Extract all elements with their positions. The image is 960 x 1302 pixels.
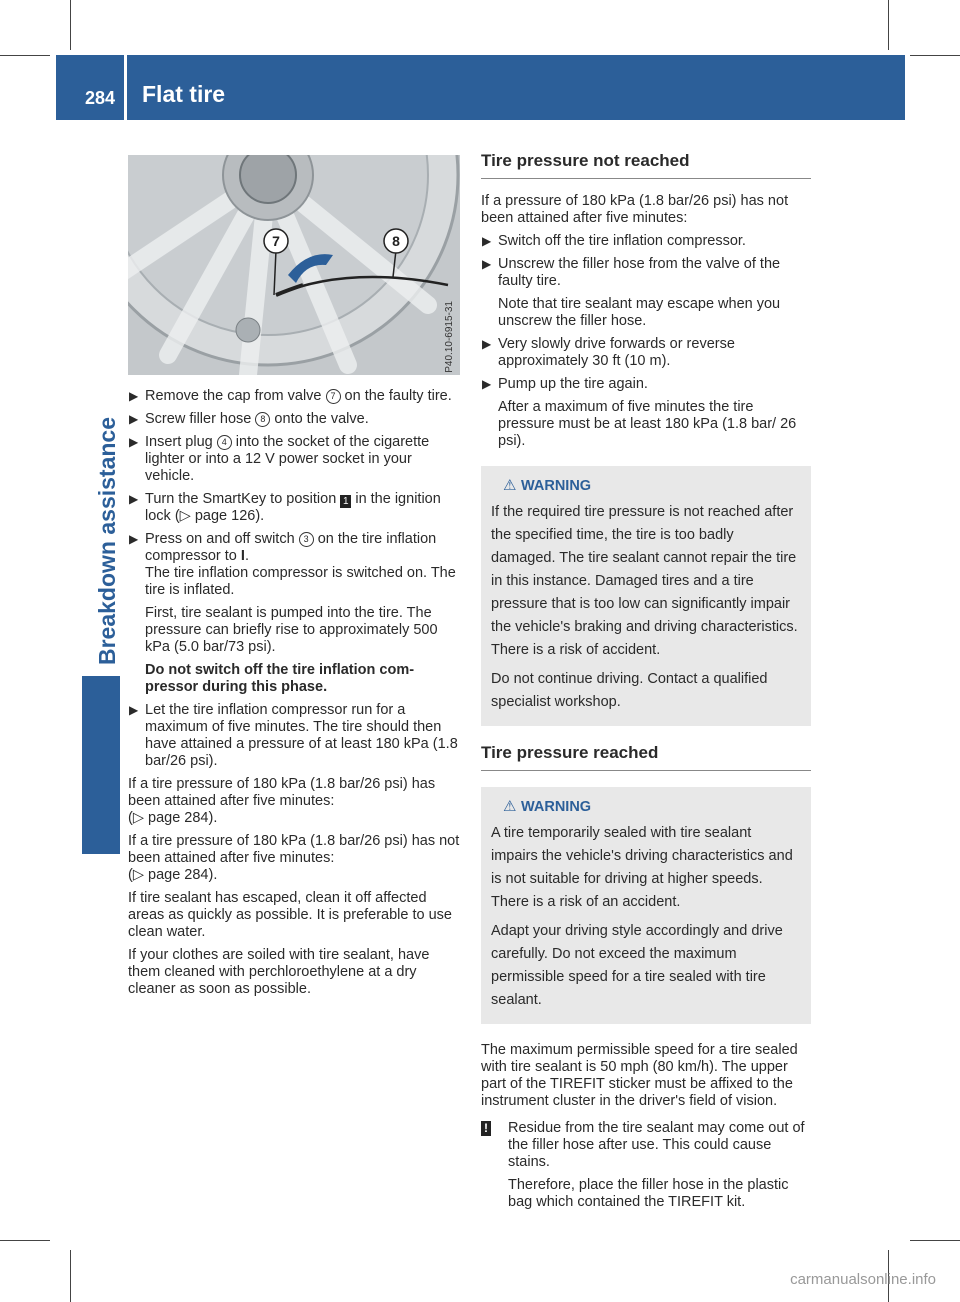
header-divider (124, 55, 127, 120)
warning-header: ⚠ WARNING (503, 477, 592, 494)
warning-triangle-icon: ⚠ (503, 477, 517, 494)
exclamation-icon: ! (481, 1121, 491, 1136)
step-press-switch: ▶ Press on and off switch 3 on the tire inflation compressor to I. The tire inflation compressor is switched on. The tire is inflated. First, tire sealant is pumped into the tire. The pressure can briefly rise to approximately 500 kPa (5.0 bar/73 psi). Do not switch off the tire inflation compressor during this phase. (129, 531, 456, 695)
step-arrow-icon: ▶ (129, 435, 139, 449)
step-arrow-icon: ▶ (482, 257, 492, 271)
left-column (128, 388, 461, 1004)
section-title: Tire pressure not reached (481, 152, 811, 179)
crop-mark (70, 1250, 71, 1302)
right-column (481, 152, 811, 1217)
page-ref-link[interactable]: (▷ page 284). (128, 810, 218, 826)
crop-mark (888, 0, 889, 50)
crop-mark (910, 55, 960, 56)
paragraph: If tire sealant has escaped, clean it off affected areas as quickly as possible. It is preferable to use clean water. (128, 890, 452, 940)
page-ref-link[interactable]: page 126). (190, 508, 265, 524)
callout-icon: 4 (217, 435, 232, 450)
step-arrow-icon: ▶ (482, 337, 492, 351)
step-screw-hose: ▶ Screw filler hose 8 onto the valve. (129, 411, 369, 427)
callout-8: 8 (392, 233, 400, 249)
paragraph: If a tire pressure of 180 kPa (1.8 bar/26 psi) has been attained after five minutes: (▷ page 284). (128, 776, 436, 826)
warning-text: Adapt your driving style accordingly and drive carefully. Do not exceed the maximum permissible speed for a tire sealed with tire sealant. (491, 923, 783, 1008)
step-arrow-icon: ▶ (129, 703, 139, 717)
callout-icon: 3 (299, 532, 314, 547)
step-arrow-icon: ▶ (129, 532, 139, 546)
page-ref-link[interactable]: (▷ page 284). (128, 867, 218, 883)
step-arrow-icon: ▶ (129, 492, 139, 506)
figure-code: P40.10-6915-31 (444, 301, 455, 373)
step-drive-slowly: ▶ Very slowly drive forwards or reverse approximately 30 ft (10 m). (482, 336, 735, 369)
side-tab-block (82, 676, 120, 854)
page-title: Flat tire (142, 81, 226, 107)
paragraph: If your clothes are soiled with tire sealant, have them cleaned with perchloroethylene at a dry cleaner as soon as possible. (128, 947, 430, 997)
crop-mark (910, 1240, 960, 1241)
warning-box (481, 466, 811, 726)
warning-header: ⚠ WARNING (503, 798, 592, 815)
note-box: ! Residue from the tire sealant may come out of the filler hose after use. This could cause stains. Therefore, place the filler hose in the plastic bag which contained the TIREFIT kit. (481, 1120, 811, 1211)
wheel-illustration (128, 155, 460, 375)
step-arrow-icon: ▶ (482, 234, 492, 248)
crop-mark (0, 55, 50, 56)
side-tab (82, 416, 120, 675)
callout-icon: 7 (326, 389, 341, 404)
paragraph: If a tire pressure of 180 kPa (1.8 bar/26 psi) has not been attained after five minutes: (▷ page 284). (128, 833, 460, 883)
paragraph: The maximum permissible speed for a tire sealed with tire sealant is 50 mph (80 km/h). The upper part of the TIREFIT sticker must be affixed to the instrument cluster in the driver's field of vision. (481, 1042, 798, 1109)
footer-watermark: carmanualsonline.info (790, 1271, 936, 1288)
page-number: 284 (85, 88, 116, 108)
position-icon: 1 (340, 495, 351, 508)
warning-text: Do not continue driving. Contact a qualified specialist workshop. (491, 671, 768, 710)
step-arrow-icon: ▶ (129, 412, 139, 426)
step-turn-key: ▶ Turn the SmartKey to position 1 in the ignition lock (▷ page 126). (129, 491, 441, 524)
step-remove-cap: ▶ Remove the cap from valve 7 on the faulty tire. (129, 388, 452, 404)
warning-text: A tire temporarily sealed with tire sealant impairs the vehicle's driving characteristics and is not suitable for driving at higher speeds. There is a risk of an accident. (491, 825, 793, 910)
crop-mark (70, 0, 71, 50)
callout-icon: 8 (255, 412, 270, 427)
warning-box (481, 787, 811, 1024)
paragraph: If a pressure of 180 kPa (1.8 bar/26 psi) has not been attained after five minutes: (481, 193, 789, 226)
side-tab-label: Breakdown assistance (94, 416, 120, 665)
step-switch-off: ▶ Switch off the tire inflation compressor. (482, 233, 746, 249)
step-insert-plug: ▶ Insert plug 4 into the socket of the cigarette lighter or into a 12 V power socket in your vehicle. (129, 434, 430, 484)
crop-mark (0, 1240, 50, 1241)
step-unscrew-hose: ▶ Unscrew the filler hose from the valve of the faulty tire. Note that tire sealant may escape when you unscrew the filler hose. (482, 256, 781, 329)
step-pump-again: ▶ Pump up the tire again. After a maximum of five minutes the tire pressure must be at least 180 kPa (1.8 bar/ 26 psi). (482, 376, 797, 449)
section-title: Tire pressure reached (481, 744, 811, 771)
wheel-drawing (128, 155, 460, 375)
step-arrow-icon: ▶ (129, 389, 139, 403)
step-arrow-icon: ▶ (482, 377, 492, 391)
warning-text: If the required tire pressure is not reached after the specified time, the tire is too badly damaged. The tire sealant cannot repair the tire in this instance. Damaged tires and a tire pressure that is too low can significantly impair the vehicle's braking and driving characteristics. There is a risk of accident. (491, 504, 798, 658)
step-run-compressor: ▶ Let the tire inflation compressor run for a maximum of five minutes. The tire should then have attained a pressure of at least 180 kPa (1.8 bar/26 psi). (129, 702, 458, 769)
callout-7: 7 (272, 233, 280, 249)
warning-triangle-icon: ⚠ (503, 798, 517, 815)
page-ref-arrow-icon: ▷ (179, 508, 191, 524)
